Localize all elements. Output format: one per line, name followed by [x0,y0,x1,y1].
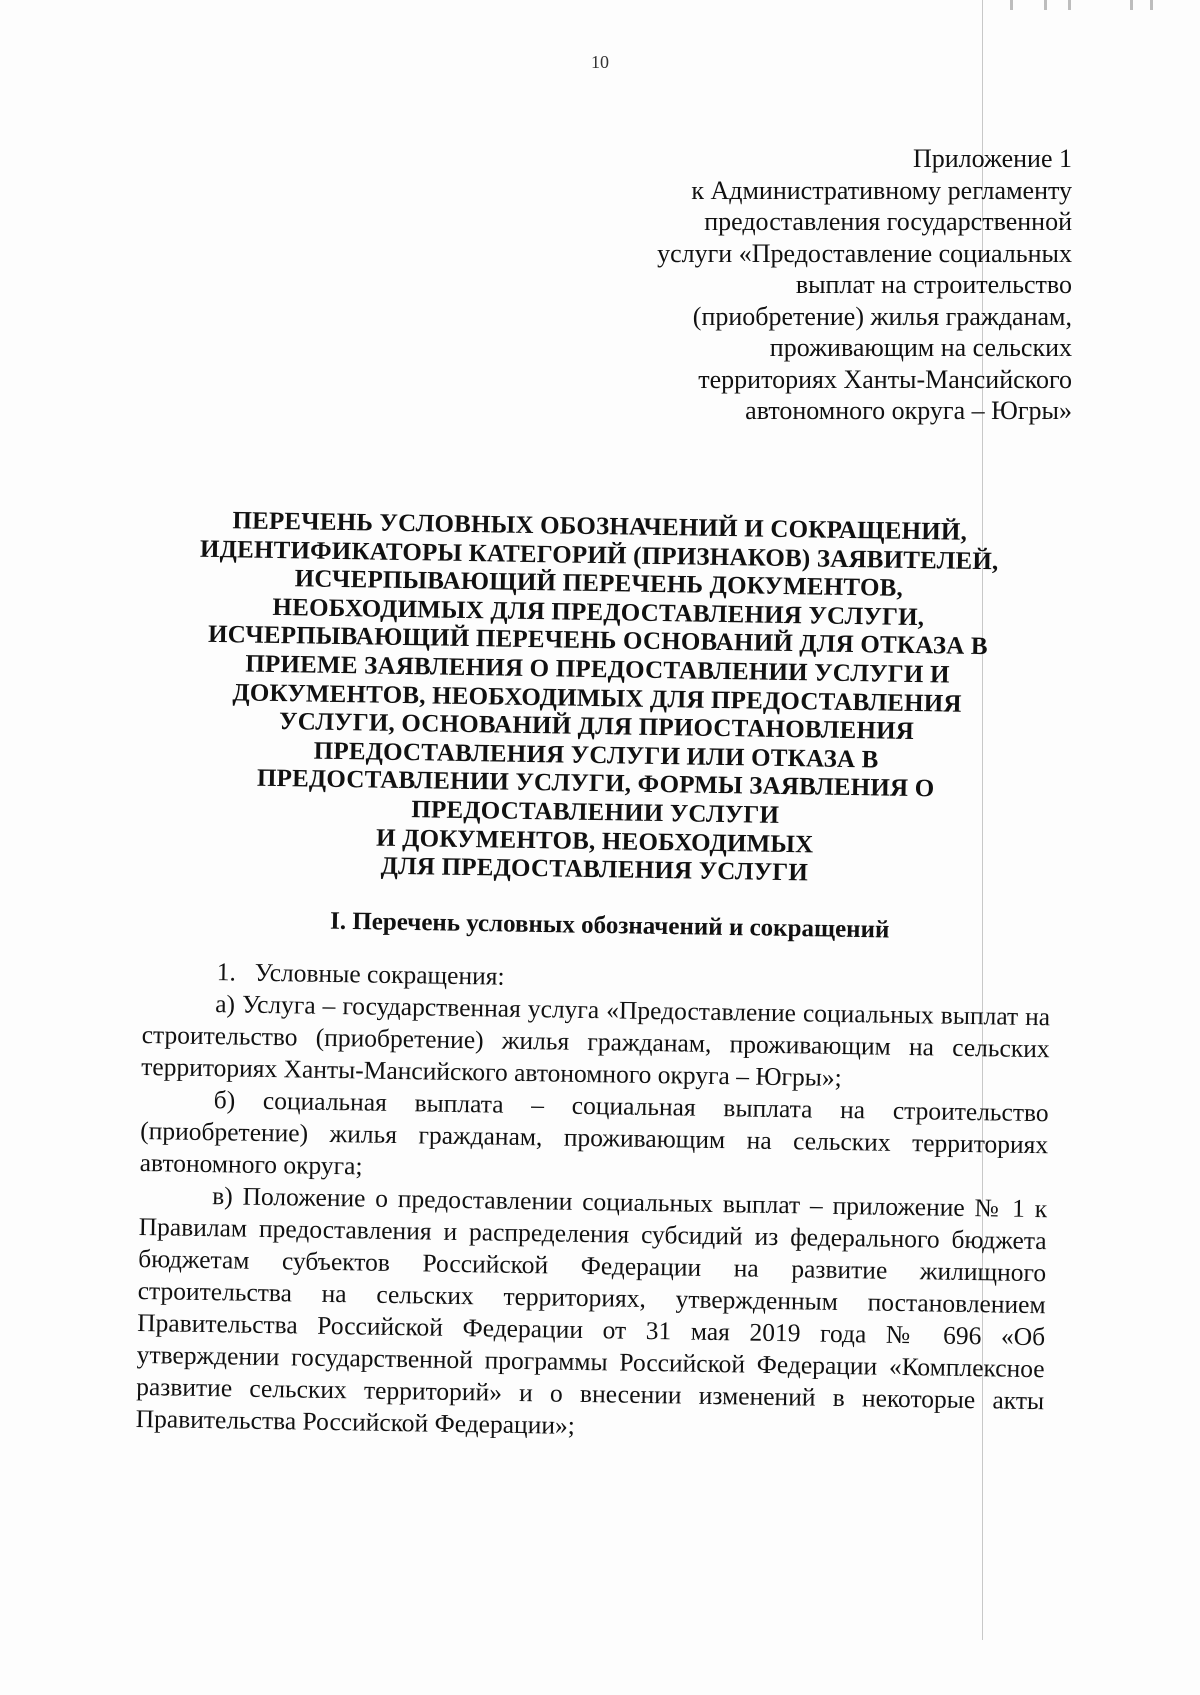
appendix-line: предоставления государственной [704,207,1072,236]
list-item-v: в) Положение о предоставлении социальных выплат – приложение № 1 к Правилам предоставления и распределения субсидий из федерального бюджета бюджетам субъектов Российской Федерации на развитие жилищного строительства на сельских территориях, утвержденным постановлением Правительства Российской Федерации от 31 мая 2019 года № 696 «Об утверждении государственной программы Российской Федерации «Комплексное развитие сельских территорий» и о внесении изменений в некоторые акты Правительства Российской Федерации»; [135,1181,1048,1440]
appendix-line: (приобретение) жилья гражданам, [692,301,1072,331]
appendix-header [552,143,1072,427]
title-line: УСЛУГИ, ОСНОВАНИЙ ДЛЯ ПРИОСТАНОВЛЕНИЯ [278,708,915,746]
title-line: ИДЕНТИФИКАТОРЫ КАТЕГОРИЙ (ПРИЗНАКОВ) ЗАЯВИТЕЛЕЙ, [199,535,999,575]
title-line: ПРЕДОСТАВЛЕНИИ УСЛУГИ [411,796,780,829]
appendix-line: территориях Ханты-Мансийского [698,364,1072,394]
title-line: ПРЕДОСТАВЛЕНИИ УСЛУГИ, ФОРМЫ ЗАЯВЛЕНИЯ О [256,765,935,803]
section-heading: I. Перечень условных обозначений и сокращений [329,907,890,944]
title-line: И ДОКУМЕНТОВ, НЕОБХОДИМЫХ [375,824,814,858]
appendix-line: проживающим на сельских [769,333,1072,362]
title-line: ПЕРЕЧЕНЬ УСЛОВНЫХ ОБОЗНАЧЕНИЙ И СОКРАЩЕНИЙ, [232,507,968,546]
title-line: НЕОБХОДИМЫХ ДЛЯ ПРЕДОСТАВЛЕНИЯ УСЛУГИ, [272,593,925,631]
appendix-line: выплат на строительство [795,270,1072,299]
title-line: ДОКУМЕНТОВ, НЕОБХОДИМЫХ ДЛЯ ПРЕДОСТАВЛЕНИЯ [232,678,962,718]
list-item-text: Условные сокращения: [254,957,505,991]
title-line: ПРЕДОСТАВЛЕНИЯ УСЛУГИ ИЛИ ОТКАЗА В [313,737,879,774]
title-line: ПРИЕМЕ ЗАЯВЛЕНИЯ О ПРЕДОСТАВЛЕНИИ УСЛУГИ И [245,650,950,689]
list-item-a: а) Услуга – государственная услуга «Предоставление социальных выплат на строительство (приобретение) жилья гражданам, проживающим на сельских территориях Ханты-Мансийского автономного округа – Югры»; [141,989,1051,1092]
list-item-number: 1. [216,957,237,987]
body-text [135,955,1050,1449]
page-number: 10 [591,52,609,72]
appendix-line: автономного округа – Югры» [745,396,1072,425]
document-title [144,506,1050,892]
appendix-line: услуги «Предоставление социальных [657,238,1072,268]
title-line: ДЛЯ ПРЕДОСТАВЛЕНИЯ УСЛУГИ [380,852,809,887]
title-line: ИСЧЕРПЫВАЮЩИЙ ПЕРЕЧЕНЬ ДОКУМЕНТОВ, [294,565,904,603]
scan-edge-marks [1010,0,1170,14]
list-item-b: б) социальная выплата – социальная выплата на строительство (приобретение) жилья гражданам, проживающим на сельских территориях автономного округа; [139,1085,1049,1181]
appendix-line: к Административному регламенту [691,175,1072,205]
title-line: ИСЧЕРПЫВАЮЩИЙ ПЕРЕЧЕНЬ ОСНОВАНИЙ ДЛЯ ОТКАЗА В [207,621,989,661]
appendix-line: Приложение 1 [912,144,1072,173]
